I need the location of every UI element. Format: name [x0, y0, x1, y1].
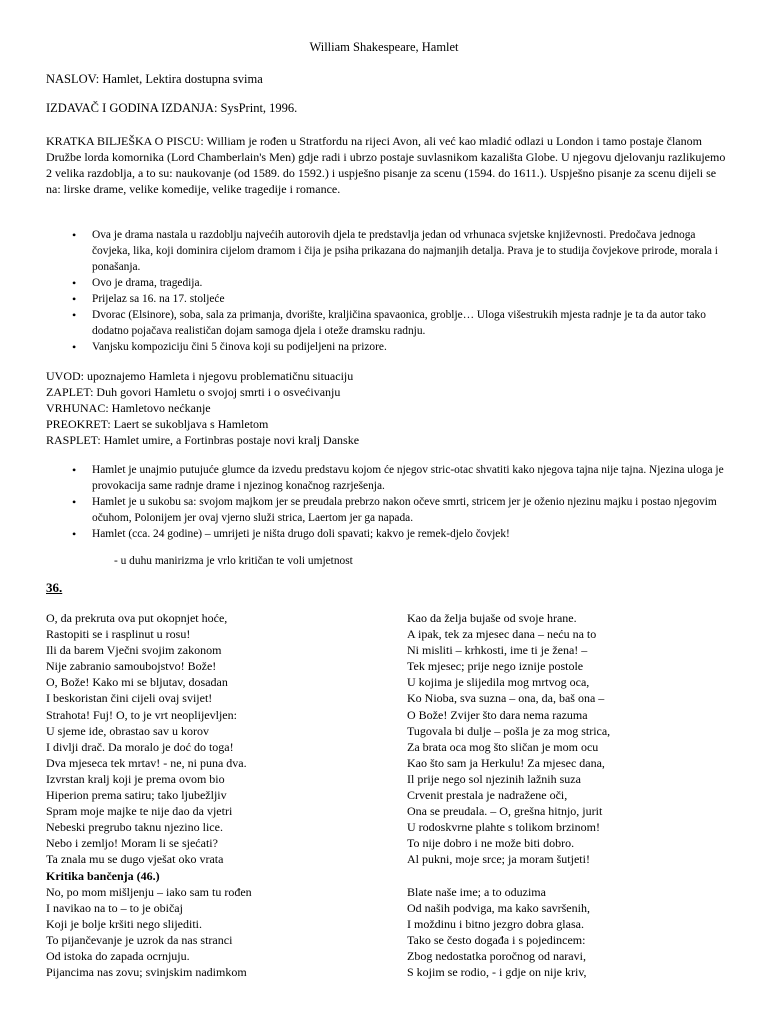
poem-line: Za brata oca mog što sličan je mom ocu	[407, 739, 599, 754]
bullet-list-2	[72, 462, 732, 542]
izdavac-line: IZDAVAČ I GODINA IZDANJA: SysPrint, 1996.	[46, 101, 298, 115]
poem-line: Ni misliti – krhkosti, ime ti je žena! –	[407, 643, 588, 658]
poem-line: Tugovala bi dulje – pošla je za mog strica,	[407, 723, 611, 738]
poem-line: Nije zabranio samoubojstvo! Bože!	[46, 659, 217, 674]
structure-line: RASPLET: Hamlet umire, a Fortinbras postaje novi kralj Danske	[46, 433, 360, 447]
poem-line: Spram moje majke te nije dao da vjetri	[46, 804, 233, 819]
poem-left-column	[46, 610, 252, 980]
spacer	[407, 868, 610, 884]
section-number: 36.	[46, 580, 63, 595]
poem-line: Crvenit prestala je nadražene oči,	[407, 788, 568, 803]
poem-line: I moždinu i bitno jezgro dobra glasa.	[407, 916, 584, 931]
poem-line: Ili da barem Vječni svojim zakonom	[46, 643, 222, 658]
poem-line: Dva mjeseca tek mrtav! - ne, ni puna dva.	[46, 755, 247, 770]
structure-line: ZAPLET: Duh govori Hamletu o svojoj smrti i o osvećivanju	[46, 385, 341, 399]
list-item: • Vanjsku kompoziciju čini 5 činova koji su podijeljeni na prizore.	[72, 339, 732, 355]
poem-line: Od istoka do zapada ocrnjuju.	[46, 948, 190, 963]
poem-line: Od naših podviga, ma kako savršenih,	[407, 900, 590, 915]
list-item: • Ova je drama nastala u razdoblju najvećih autorovih djela te predstavlja jedan od vrhunaca svjetske književnosti. Predočava jednoga čovjeka, lika, koji dominira cijelom dramom i čija je psiha prikazana do najmanjih detalja. Prava je to studija čovjekove prirode, morala i ponašanja.	[72, 227, 732, 275]
poem-line: Ko Nioba, sva suzna – ona, da, baš ona –	[407, 691, 605, 706]
structure-line: VRHUNAC: Hamletovo nećkanje	[46, 401, 211, 415]
subheading: Kritika bančenja (46.)	[46, 868, 160, 883]
poem-line: Kao što sam ja Herkulu! Za mjesec dana,	[407, 755, 605, 770]
poem-line: S kojim se rodio, - i gdje on nije kriv,	[407, 965, 587, 980]
poem-line: I divlji drač. Da moralo je doć do toga!	[46, 739, 234, 754]
poem-line: O, Bože! Kako mi se bljutav, dosadan	[46, 675, 228, 690]
plot-structure	[46, 368, 646, 448]
poem-line: Zbog nedostatka poročnog od naravi,	[407, 948, 586, 963]
poem-line: Pijancima nas zovu; svinjskim nadimkom	[46, 965, 247, 980]
poem-line: I beskoristan čini cijeli ovaj svijet!	[46, 691, 213, 706]
poem-line: Ta znala mu se dugo vješat oko vrata	[46, 852, 224, 867]
list-item: • Dvorac (Elsinore), soba, sala za primanja, dvorište, kraljičina spavaonica, groblje… Uloga višestrukih mjesta radnje je ta da autor tako dodatno pojačava realističan dojam samoga djela i otežе dramsku radnju.	[72, 307, 732, 339]
list-item: • Hamlet (cca. 24 godine) – umrijeti je ništa drugo doli spavati; kakvo je remek-djelo čovjek!	[72, 526, 732, 542]
poem-line: No, po mom mišljenju – iako sam tu rođen	[46, 884, 252, 899]
structure-line: UVOD: upoznajemo Hamleta i njegovu problematičnu situaciju	[46, 369, 354, 383]
document-title: William Shakespeare, Hamlet	[309, 40, 459, 54]
poem-line: To pijančevanje je uzrok da nas stranci	[46, 932, 233, 947]
list-item: • Hamlet je u sukobu sa: svojom majkom jer se preudala prebrzo nakon očeve smrti, stricem jer je oženio njezinu majku i postao njegovim očuhom, Polonijem jer ovaj vjerno služi strica, Laertom jer ga napada.	[72, 494, 732, 526]
author-note: KRATKA BILJEŠKA O PISCU: William je rođen u Stratfordu na rijeci Avon, ali već kao mladić odlazi u London i tamo postaje članom Družbe lorda komornika (Lord Chamberlain's Men) gdje radi i ubrzo postaje suvlasnikom kazališta Globe. U njegovu djelovanju razlikujemo 2 velika razdoblja, a to su: naukovanje (od 1589. do 1592.) i uspješno pisanje za scenu (1594. do 1611.). Uspješno pisanje za scenu dijeli se na: lirske drame, velike komedije, velike tragedije i romance.	[46, 134, 726, 196]
list-item: • Prijelaz sa 16. na 17. stoljeće	[72, 291, 732, 307]
poem-line: Al pukni, moje srce; ja moram šutjeti!	[407, 852, 590, 867]
poem-line: Kao da želja bujaše od svoje hrane.	[407, 611, 577, 625]
poem-line: O, da prekruta ova put okopnjet hoće,	[46, 611, 228, 625]
poem-line: Nebo i zemljo! Moram li se sjećati?	[46, 836, 218, 851]
naslov-line: NASLOV: Hamlet, Lektira dostupna svima	[46, 72, 263, 86]
poem-line: U sjeme ide, obrastao sav u korov	[46, 723, 209, 738]
structure-line: PREOKRET: Laert se sukobljava s Hamletom	[46, 417, 269, 431]
bullet-list-1	[72, 227, 732, 355]
poem-line: Koji je bolje kršiti nego slijediti.	[46, 916, 202, 931]
poem-line: Il prije nego sol njezinih lažnih suza	[407, 771, 581, 786]
character-note: - u duhu manirizma je vrlo kritičan te voli umjetnost	[114, 555, 353, 567]
poem-line: Rastopiti se i rasplinut u rosu!	[46, 627, 191, 642]
list-item: • Hamlet je unajmio putujuće glumce da izvedu predstavu kojom će njegov stric-otac shvatiti kako njegova tajna nije tajna. Njezina uloga je provokacija same radnje drame i njezinog konačnog razrješenja.	[72, 462, 732, 494]
poem-line: U rodoskvrne plahte s tolikom brzinom!	[407, 820, 600, 835]
poem-line: Hiperion prema satiru; tako ljubežljiv	[46, 788, 227, 803]
poem-line: Blate naše ime; a to oduzima	[407, 884, 546, 899]
poem-line: I navikao na to – to je običaj	[46, 900, 183, 915]
list-item: • Ovo je drama, tragedija.	[72, 275, 732, 291]
poem-right-column	[407, 610, 610, 980]
poem-line: A ipak, tek za mjesec dana – neću na to	[407, 627, 597, 642]
poem-line: Nebeski pregrubo taknu njezino lice.	[46, 820, 223, 835]
poem-line: Tek mjesec; prije nego iznije postole	[407, 659, 584, 674]
poem-line: Strahota! Fuj! O, to je vrt neoplijevljen:	[46, 707, 237, 722]
poem-line: U kojima je slijedila mog mrtvog oca,	[407, 675, 590, 690]
poem-line: To nije dobro i ne može biti dobro.	[407, 836, 575, 851]
poem-line: O Bože! Zvijer što dara nema razuma	[407, 707, 588, 722]
poem-line: Ona se preudala. – O, grešna hitnjo, jurit	[407, 804, 603, 819]
poem-line: Tako se često događa i s pojedincem:	[407, 932, 586, 947]
poem-line: Izvrstan kralj koji je prema ovom bio	[46, 771, 225, 786]
